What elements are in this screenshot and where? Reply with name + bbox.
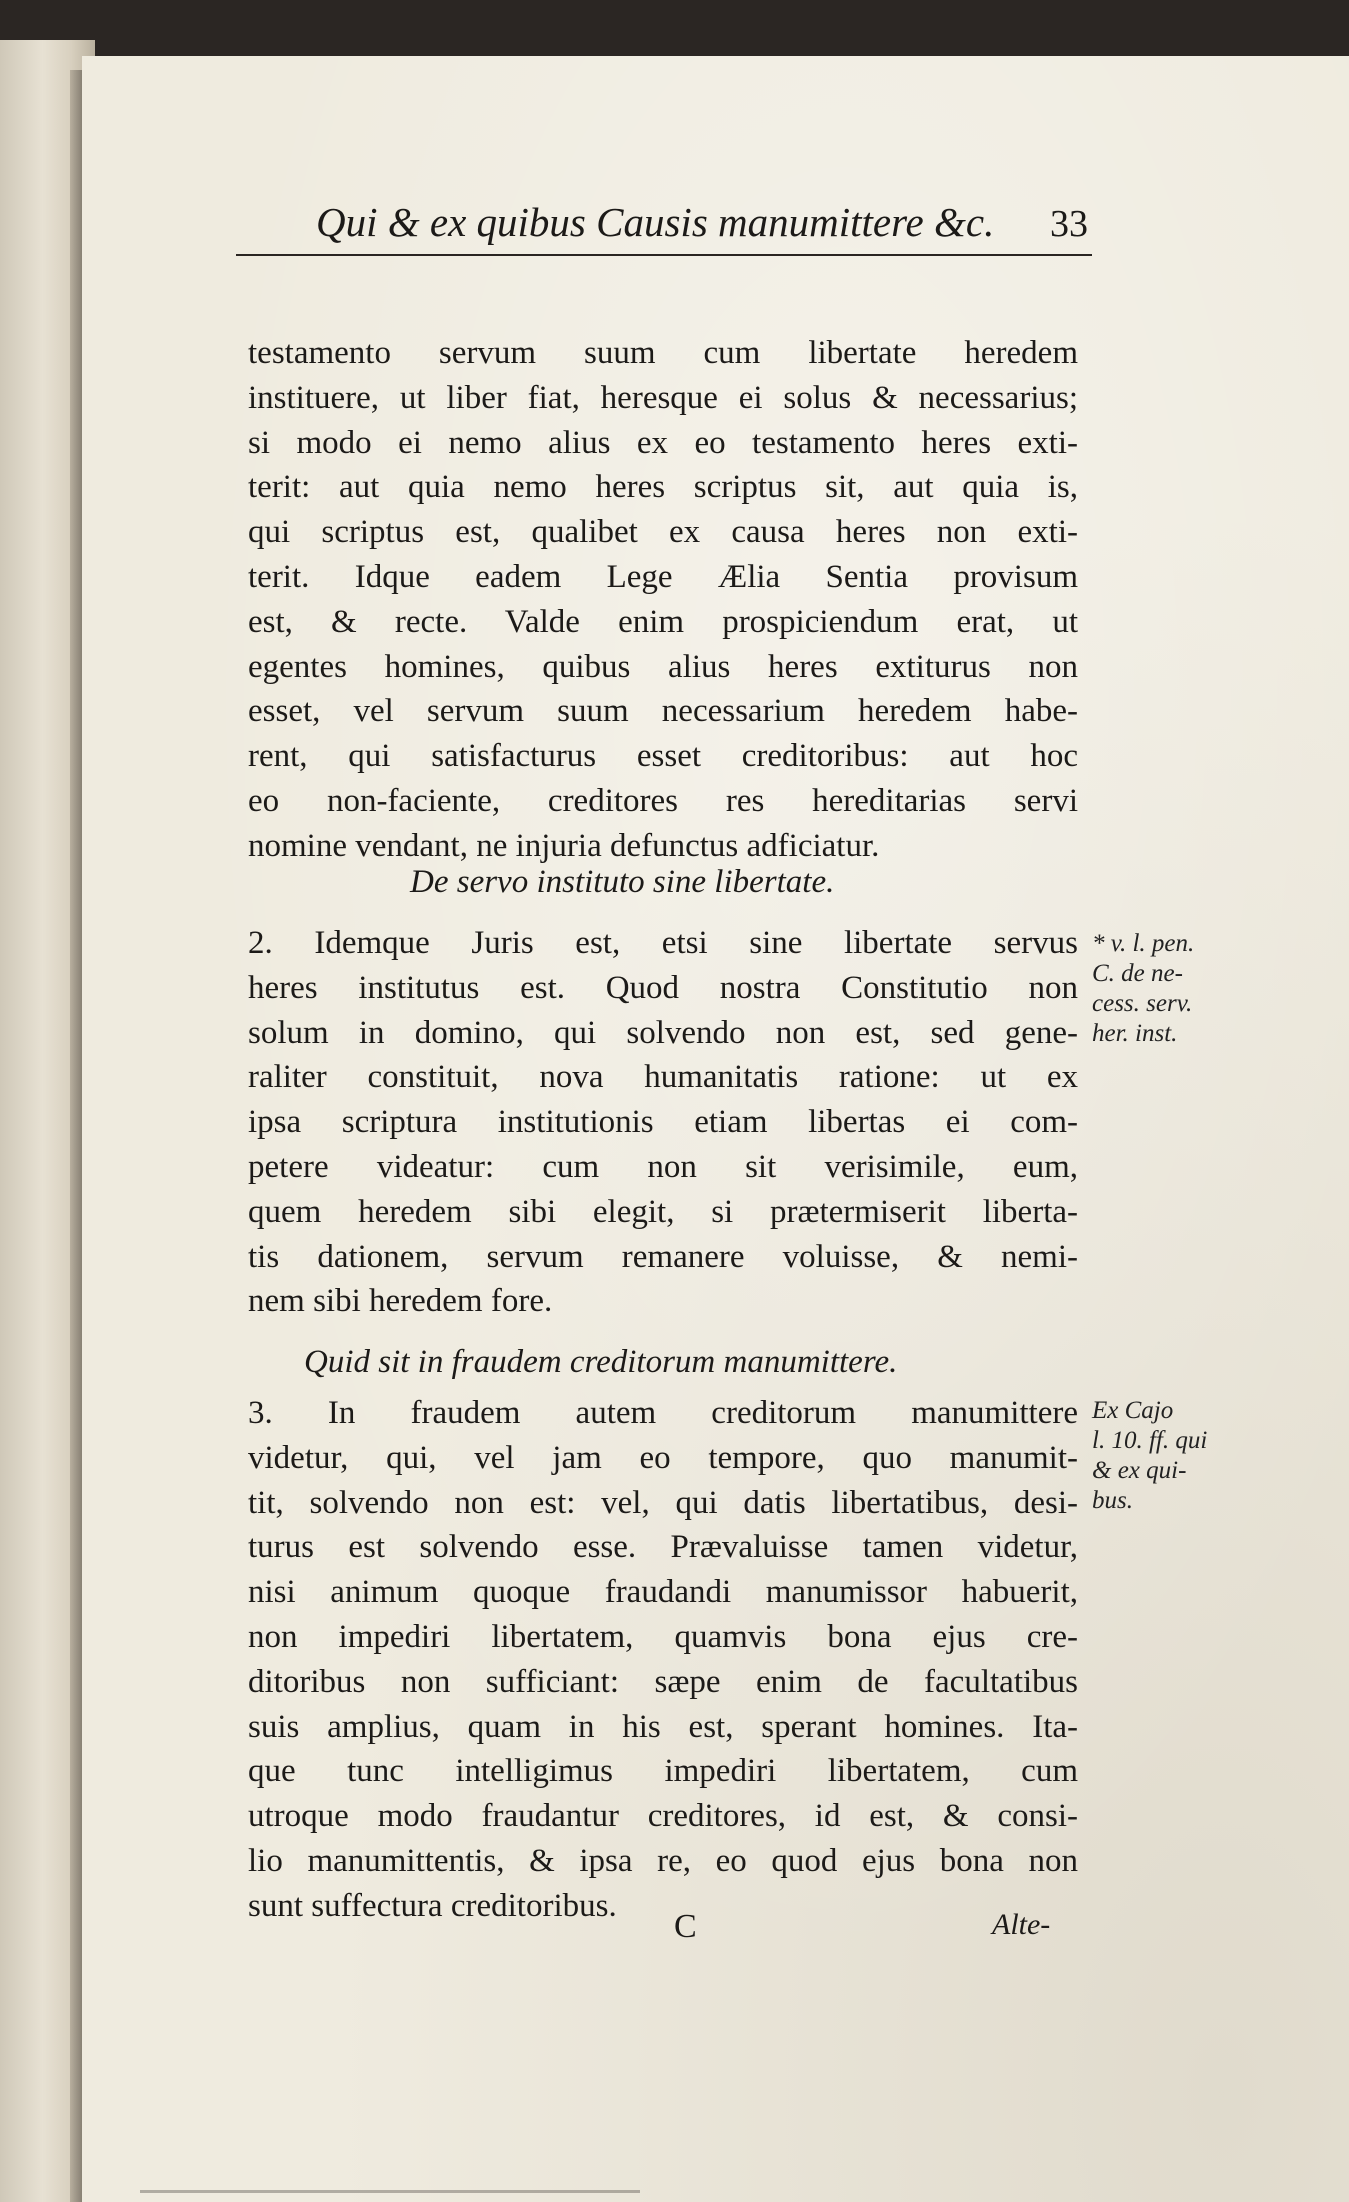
text-line: 2. Idemque Juris est, etsi sine libertate servus: [248, 925, 1078, 961]
text-line: utroque modo fraudantur creditores, id est, & consi-: [248, 1798, 1078, 1835]
text-line: est, & recte. Valde enim prospiciendum erat, ut: [248, 603, 1078, 640]
text-line: testamento servum suum cum libertate heredem: [248, 335, 1078, 371]
text-line: terit: aut quia nemo heres scriptus sit, aut quia is,: [248, 469, 1078, 506]
text-line: eo non-faciente, creditores res hereditarias servi: [248, 782, 1078, 819]
text-line: terit. Idque eadem Lege Ælia Sentia provisum: [248, 558, 1078, 595]
page-stain: [140, 2190, 640, 2193]
margin-note-line: l. 10. ff. qui: [1092, 1427, 1208, 1454]
text-line: instituere, ut liber fiat, heresque ei solus & necessarius;: [248, 379, 1078, 416]
margin-note-line: * v. l. pen.: [1092, 930, 1195, 957]
paragraph-3: [248, 1391, 1078, 1929]
text-line: nomine vendant, ne injuria defunctus adficiatur.: [248, 827, 880, 864]
page-content: [82, 56, 1349, 2202]
text-line: heres institutus est. Quod nostra Constitutio non: [248, 969, 1078, 1006]
margin-note-1: [1092, 929, 1194, 1049]
text-line: qui scriptus est, qualibet ex causa heres non exti-: [248, 514, 1078, 551]
header-rule: [236, 254, 1092, 256]
text-line: lio manumittentis, & ipsa re, eo quod ejus bona non: [248, 1842, 1078, 1879]
text-line: 3. In fraudem autem creditorum manumittere: [248, 1395, 1078, 1431]
text-line: solum in domino, qui solvendo non est, sed gene-: [248, 1014, 1078, 1051]
text-line: turus est solvendo esse. Prævaluisse tamen videtur,: [248, 1529, 1078, 1566]
paragraph-2: [248, 921, 1078, 1324]
text-line: nisi animum quoque fraudandi manumissor habuerit,: [248, 1574, 1078, 1611]
book-page: [82, 56, 1349, 2202]
text-line: rent, qui satisfacturus esset creditoribus: aut hoc: [248, 738, 1078, 775]
section-heading-servo-instituto: De servo instituto sine libertate.: [410, 864, 835, 900]
text-line: non impediri libertatem, quamvis bona ejus cre-: [248, 1618, 1078, 1655]
margin-note-line: bus.: [1092, 1487, 1133, 1514]
text-line: videtur, qui, vel jam eo tempore, quo manumit-: [248, 1439, 1078, 1476]
text-line: nem sibi heredem fore.: [248, 1283, 553, 1320]
text-line: que tunc intelligimus impediri libertatem, cum: [248, 1753, 1078, 1790]
signature-mark: C: [674, 1908, 697, 1945]
margin-note-line: C. de ne-: [1092, 960, 1183, 987]
paragraph-1: [248, 331, 1078, 869]
margin-note-line: her. inst.: [1092, 1020, 1178, 1047]
text-line: raliter constituit, nova humanitatis ratione: ut ex: [248, 1059, 1078, 1096]
text-line: si modo ei nemo alius ex eo testamento heres exti-: [248, 424, 1078, 461]
margin-note-line: & ex qui-: [1092, 1457, 1187, 1484]
text-line: esset, vel servum suum necessarium heredem habe-: [248, 693, 1078, 730]
text-line: tit, solvendo non est: vel, qui datis libertatibus, desi-: [248, 1484, 1078, 1521]
running-title: Qui & ex quibus Causis manumittere &c.: [316, 199, 995, 245]
section-heading-fraudem: Quid sit in fraudem creditorum manumittere.: [304, 1344, 898, 1380]
catchword: Alte-: [992, 1908, 1051, 1941]
text-line: ditoribus non sufficiant: sæpe enim de facultatibus: [248, 1663, 1078, 1700]
text-line: sunt suffectura creditoribus.: [248, 1887, 617, 1924]
page-number: 33: [1050, 203, 1088, 245]
running-header: [236, 188, 1088, 258]
text-line: ipsa scriptura institutionis etiam libertas ei com-: [248, 1104, 1078, 1141]
margin-note-line: Ex Cajo: [1092, 1397, 1174, 1424]
text-line: egentes homines, quibus alius heres extiturus non: [248, 648, 1078, 685]
text-line: suis amplius, quam in his est, sperant homines. Ita-: [248, 1708, 1078, 1745]
margin-note-line: cess. serv.: [1092, 990, 1193, 1017]
text-line: quem heredem sibi elegit, si prætermiserit liberta-: [248, 1193, 1078, 1230]
text-line: petere videatur: cum non sit verisimile, eum,: [248, 1148, 1078, 1185]
text-line: tis dationem, servum remanere voluisse, & nemi-: [248, 1238, 1078, 1275]
margin-note-2: [1092, 1396, 1207, 1516]
